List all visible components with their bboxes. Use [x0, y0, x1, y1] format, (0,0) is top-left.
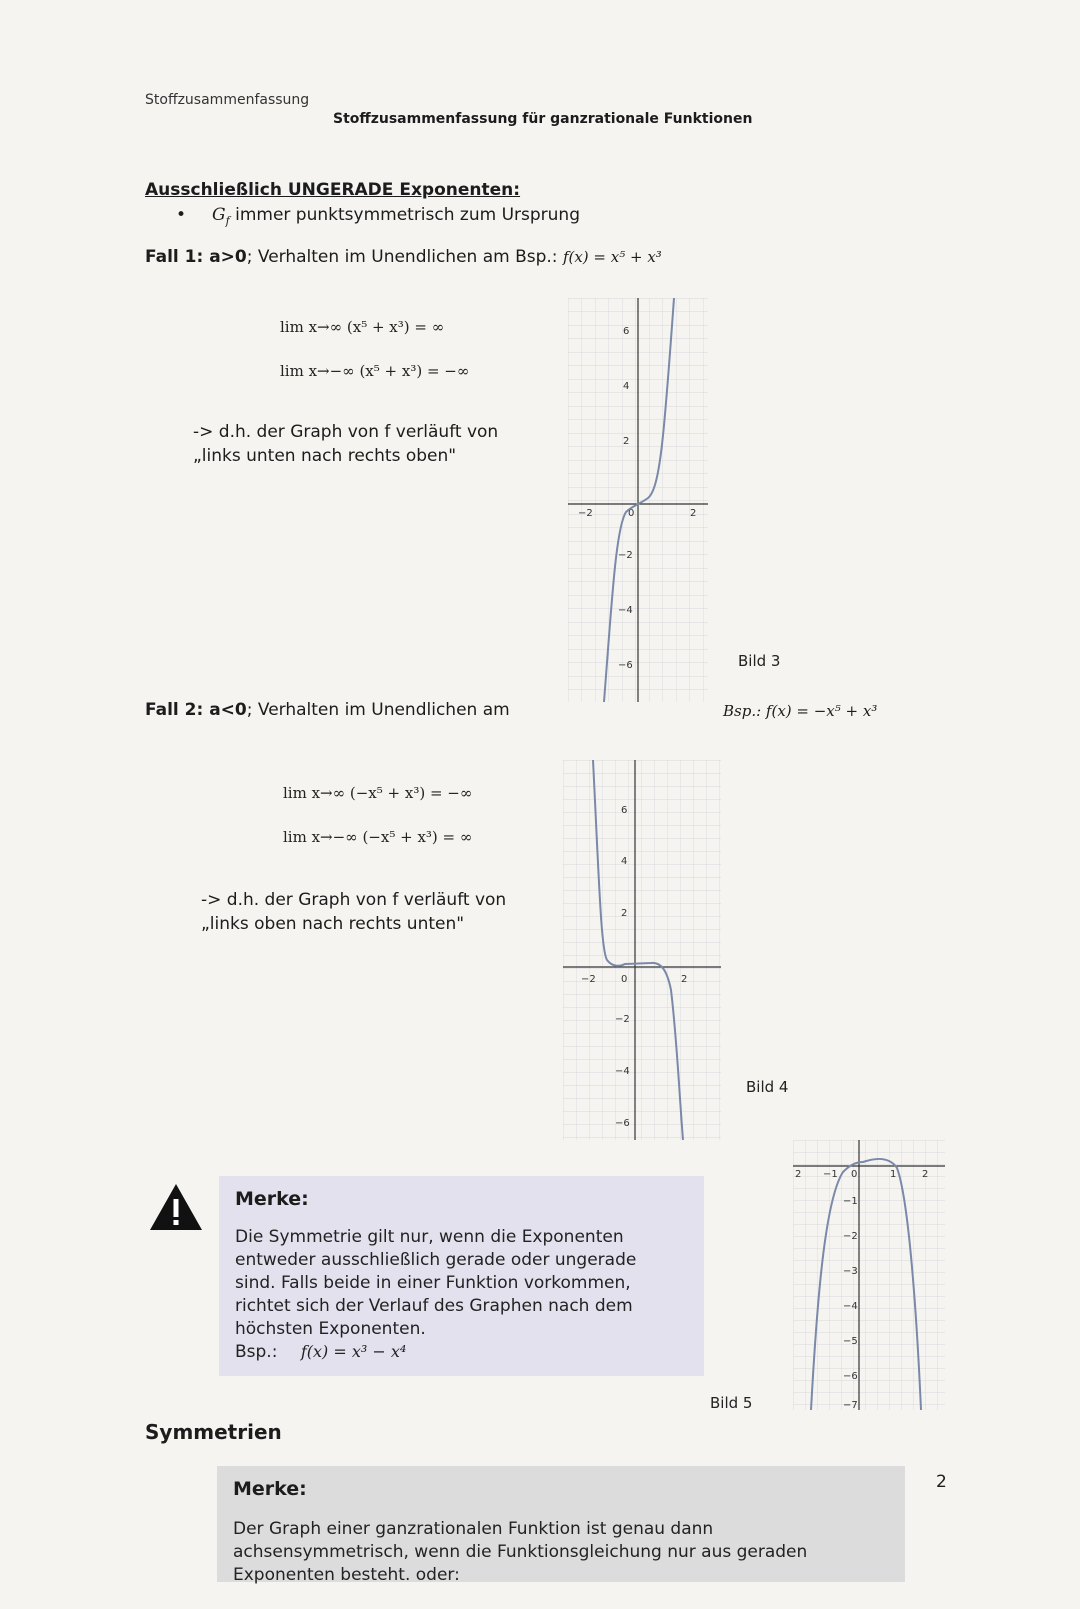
warning-icon — [148, 1182, 204, 1236]
caption-bild4: Bild 4 — [746, 1078, 789, 1096]
merke-box-symmetry — [219, 1176, 704, 1376]
y-tick: −3 — [843, 1266, 858, 1277]
section-heading-symmetrien: Symmetrien — [145, 1420, 282, 1444]
y-tick: 6 — [621, 805, 628, 816]
graph-bild4 — [563, 760, 721, 1144]
caption-bild3: Bild 3 — [738, 652, 781, 670]
fall2-limit1: lim x→∞ (−x⁵ + x³) = −∞ — [283, 784, 473, 802]
y-tick: −6 — [843, 1371, 858, 1382]
y-tick: −6 — [615, 1118, 630, 1129]
fall1-description: -> d.h. der Graph von f verläuft von „links unten nach rechts oben" — [193, 422, 499, 466]
x-tick: 0 — [621, 974, 628, 985]
y-tick: −4 — [843, 1301, 858, 1312]
bullet-text: immer punktsymmetrisch zum Ursprung — [235, 205, 580, 225]
header-left: Stoffzusammenfassung — [145, 92, 310, 108]
y-tick: 4 — [621, 856, 628, 867]
x-tick: −2 — [581, 974, 596, 985]
graph-grid — [563, 760, 721, 1140]
y-tick: −2 — [843, 1231, 858, 1242]
merke-text: Der Graph einer ganzrationalen Funktion ist genau dann achsensymmetrisch, wenn die Funktionsgleichung nur aus geraden Exponenten besteht. oder: — [233, 1519, 808, 1585]
y-tick: −6 — [618, 660, 633, 671]
y-tick: 2 — [623, 436, 630, 447]
fall2-description: -> d.h. der Graph von f verläuft von „links oben nach rechts unten" — [201, 890, 507, 934]
fall2-label: Fall 2: a<0 — [145, 700, 247, 720]
page-number: 2 — [936, 1472, 947, 1492]
y-tick: −7 — [843, 1400, 858, 1410]
y-tick: −5 — [843, 1336, 858, 1347]
fall1-example: f(x) = x⁵ + x³ — [562, 248, 662, 266]
y-tick: −2 — [618, 550, 633, 561]
graph-grid — [793, 1140, 945, 1410]
fall1-limit2: lim x→−∞ (x⁵ + x³) = −∞ — [280, 362, 470, 380]
merke-example — [235, 1340, 406, 1364]
x-tick: 2 — [690, 508, 697, 519]
y-tick: −4 — [615, 1066, 630, 1077]
caption-bild5: Bild 5 — [710, 1394, 753, 1412]
x-tick: 0 — [628, 508, 635, 519]
bullet-dot: • — [176, 205, 187, 225]
section-heading-odd: Ausschließlich UNGERADE Exponenten: — [145, 180, 521, 200]
y-tick: 4 — [623, 381, 630, 392]
fall1-heading — [145, 247, 662, 267]
fall1-label: Fall 1: a>0 — [145, 247, 247, 267]
y-tick: −4 — [618, 605, 633, 616]
y-tick: 2 — [621, 908, 628, 919]
x-tick: 2 — [922, 1169, 929, 1180]
bullet-symmetry — [176, 205, 580, 227]
merke-title: Merke: — [235, 1188, 309, 1210]
graph-bild5 — [793, 1140, 945, 1414]
merke-box-achsensymmetrie — [217, 1466, 905, 1585]
x-tick: 2 — [681, 974, 688, 985]
merke-title: Merke: — [233, 1478, 307, 1500]
x-tick: −1 — [823, 1169, 838, 1180]
y-tick: −2 — [615, 1014, 630, 1025]
merke-example-formula: f(x) = x³ − x⁴ — [300, 1342, 407, 1361]
fall1-text: ; Verhalten im Unendlichen am Bsp.: — [246, 247, 558, 267]
fall1-limit1: lim x→∞ (x⁵ + x³) = ∞ — [280, 318, 445, 336]
graph-bild3 — [568, 298, 708, 706]
y-tick: 6 — [623, 326, 630, 337]
merke-text: Die Symmetrie gilt nur, wenn die Exponenten entweder ausschließlich gerade oder ungerade sind. Falls beide in einer Funktion vorkommen, richtet sich der Verlauf des Graphen nach dem höchsten Exponenten. — [235, 1227, 637, 1339]
graph-symbol-sub: f — [225, 214, 230, 228]
x-tick: 0 — [851, 1169, 858, 1180]
y-tick: −1 — [843, 1196, 858, 1207]
x-tick: 2 — [795, 1169, 802, 1180]
fall2-text: ; Verhalten im Unendlichen am — [246, 700, 510, 720]
x-tick: 1 — [890, 1169, 897, 1180]
fall2-limit2: lim x→−∞ (−x⁵ + x³) = ∞ — [283, 828, 473, 846]
merke-example-label: Bsp.: — [235, 1342, 278, 1362]
fall2-heading — [145, 700, 510, 720]
page-title: Stoffzusammenfassung für ganzrationale Funktionen — [333, 111, 753, 127]
x-tick: −2 — [578, 508, 593, 519]
graph-symbol: G — [212, 205, 226, 225]
fall2-example: Bsp.: f(x) = −x⁵ + x³ — [723, 702, 878, 720]
